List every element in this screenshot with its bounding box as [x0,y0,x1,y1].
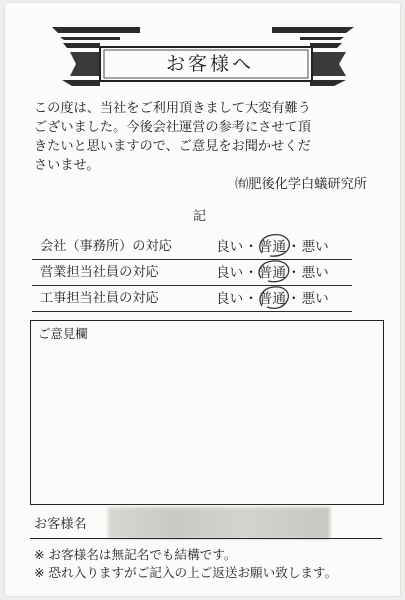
intro-line: ございました。今後会社運営の参考にさせて頂 [34,120,311,135]
survey-row-label: 工事担当社員の対応 [40,291,159,306]
row-divider [32,311,352,312]
separator: ・ [244,265,258,281]
rating-good-option[interactable]: 良い [216,239,244,255]
company-name: ㈲肥後化学白蟻研究所 [235,177,367,192]
survey-heading: 記 [193,209,207,224]
footnote: ※ お客様名は無記名でも結構です。 [34,547,237,562]
rating-good-option[interactable]: 良い [216,265,244,281]
survey-row-label: 営業担当社員の対応 [40,265,159,280]
rating-choices [216,290,329,308]
opinion-textarea[interactable] [30,320,384,505]
survey-row-construction [40,288,352,310]
rating-bad-option[interactable]: 悪い [301,265,329,281]
rating-normal-option[interactable]: 普通 [258,265,286,281]
survey-row-sales [40,262,352,284]
rating-good-option[interactable]: 良い [216,291,244,307]
row-divider [32,259,352,260]
separator: ・ [244,291,258,307]
page-title: お客様へ [165,53,254,75]
rating-bad-option[interactable]: 悪い [301,239,329,255]
separator: ・ [244,239,258,255]
intro-line: この度は、当社をご利用頂きまして大変有難う [34,101,311,116]
rating-normal-option[interactable]: 普通 [258,291,286,307]
survey-row-office [40,236,352,258]
footnote: ※ 恐れ入りますがご記入の上ご返送お願い致します。 [34,565,338,580]
customer-name-label: お客様名 [34,517,87,532]
rating-bad-option[interactable]: 悪い [301,291,329,307]
intro-paragraph [34,99,374,175]
rating-choices [216,264,329,282]
intro-line: きたいと思いますので、ご意見をお聞かせくだ [34,139,311,154]
opinion-label: ご意見欄 [38,326,88,341]
rating-normal-option[interactable]: 普通 [258,239,286,255]
row-divider [32,285,352,286]
intro-line: さいませ。 [34,158,100,173]
separator: ・ [286,291,301,307]
customer-name-field[interactable] [108,507,330,539]
separator: ・ [286,265,301,281]
separator: ・ [286,239,301,255]
customer-name-underline [30,538,382,539]
survey-row-label: 会社（事務所）の対応 [40,239,172,254]
rating-choices [216,238,329,256]
